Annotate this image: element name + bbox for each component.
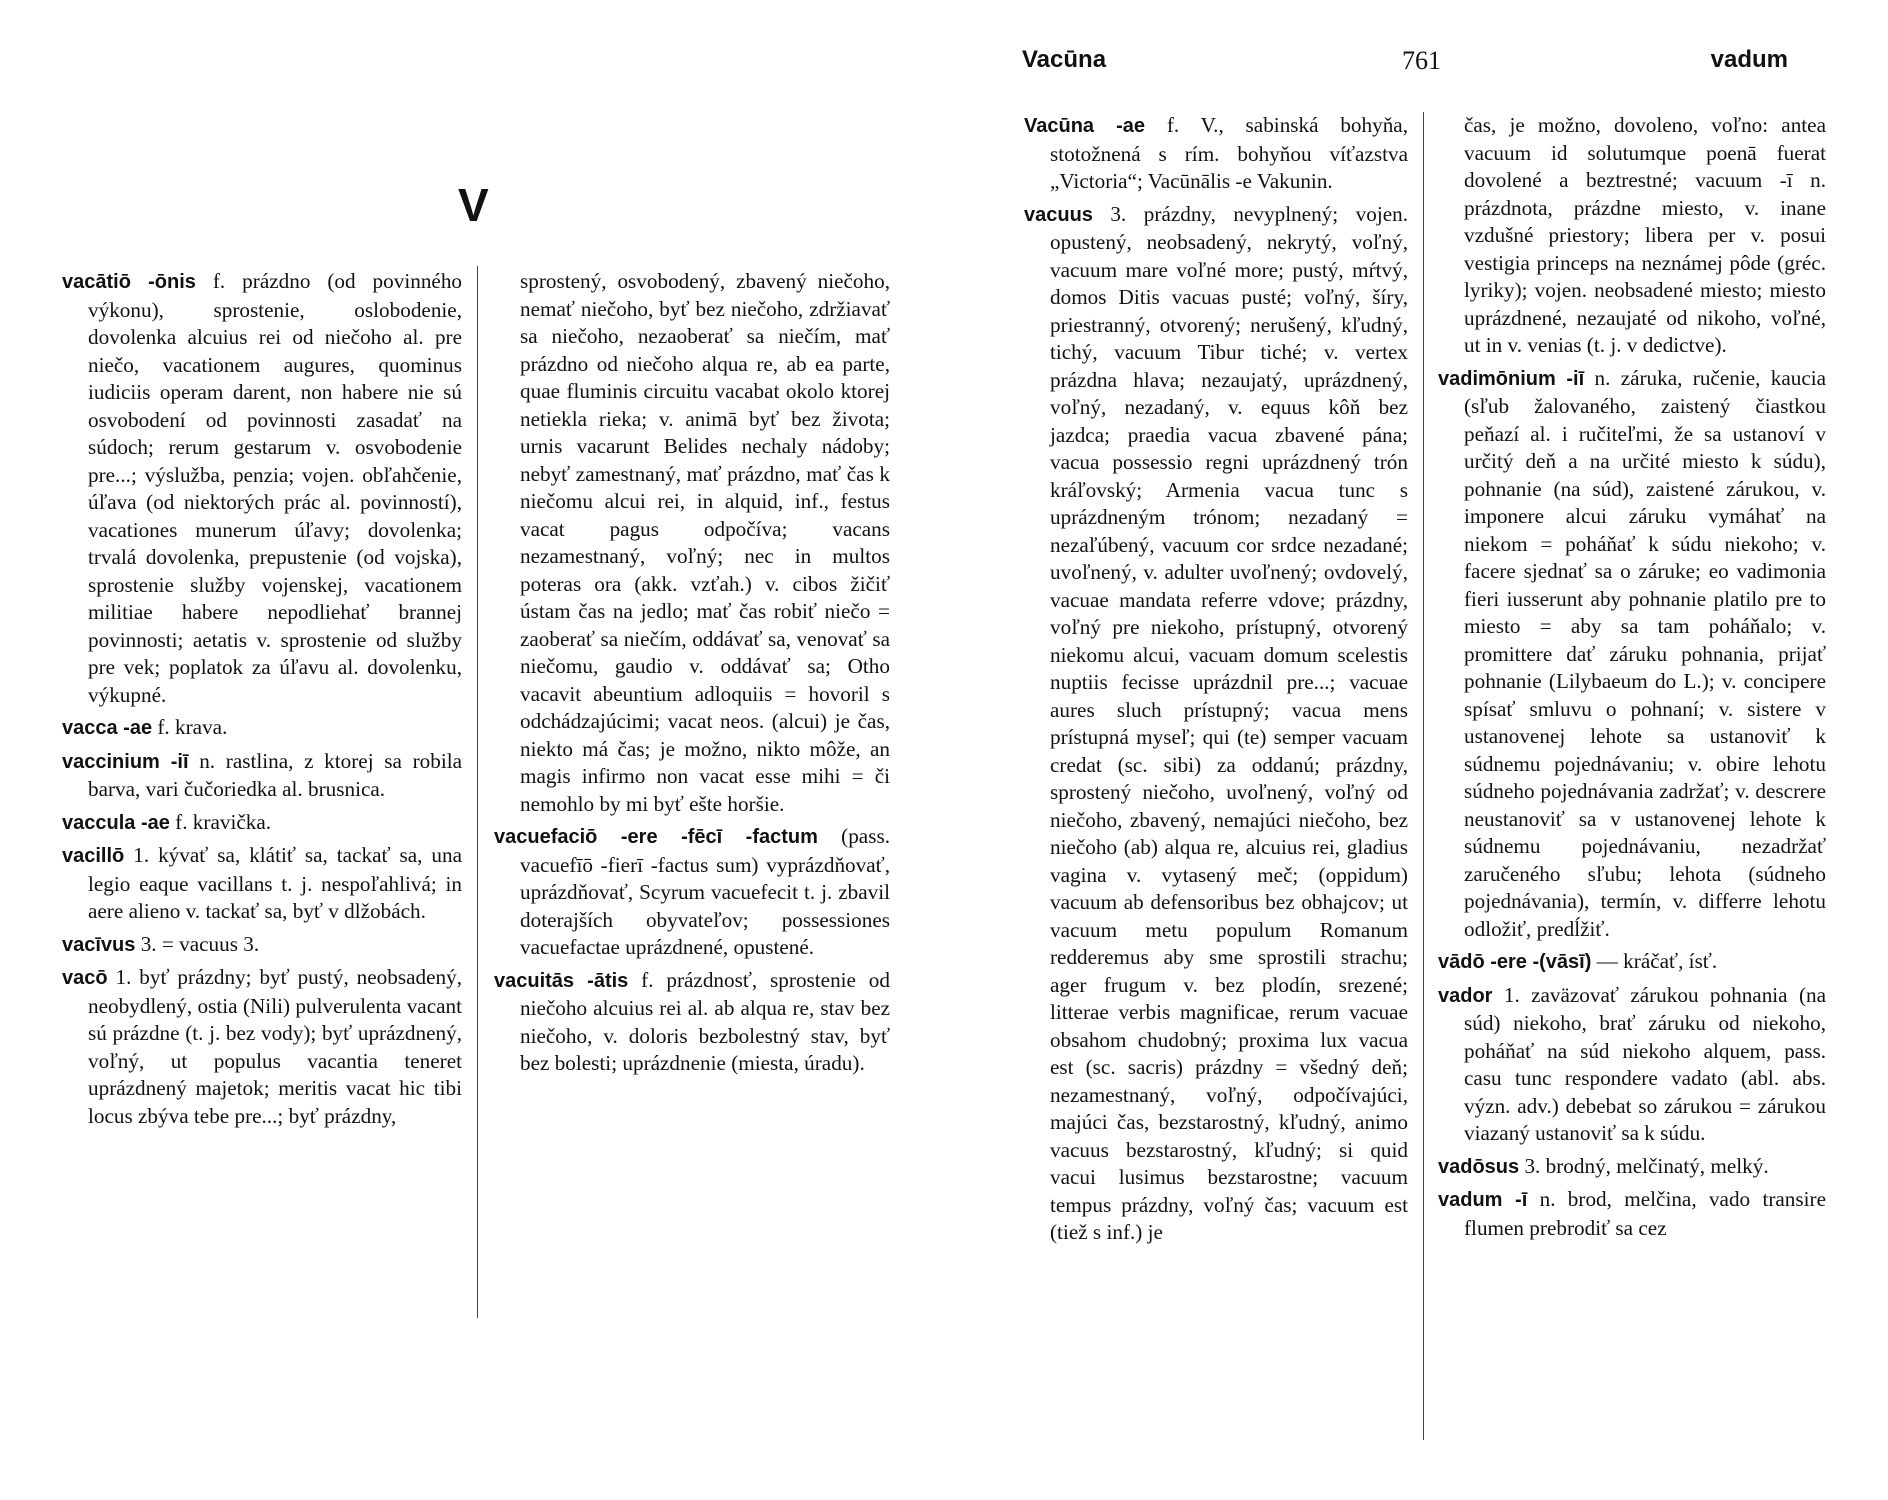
dictionary-entry: [1024, 201, 1408, 1247]
entry-definition: 1. zaväzovať zárukou pohnania (na súd) niekoho, brať záruku od niekoho, poháňať na súd niekoho alquem, pass. casu tunc respondere vadato (abl. abs. význ. adv.) debebat so zárukou = zárukou viazaný ustanoviť sa k súdu.: [1464, 982, 1827, 1145]
dictionary-entry: [62, 964, 462, 1130]
dictionary-entry: [1438, 948, 1826, 977]
entry-headword: vacuefaciō -ere -fēcī -factum: [494, 826, 818, 848]
header-last-word: vadum: [1710, 46, 1788, 73]
dictionary-entry: [62, 714, 462, 743]
entry-definition: f. prázdnosť, sprostenie od niečoho alcuius rei al. ab alqua re, stav bez niečoho, v. doloris bezbolestný stav, byť bez bolesti; uprázdnenie (miesta, úradu).: [520, 967, 890, 1075]
entry-definition: 3. brodný, melčinatý, melký.: [1524, 1153, 1769, 1178]
entry-headword: vādō -ere -(vāsī): [1438, 951, 1592, 973]
entry-headword: vador: [1438, 984, 1493, 1007]
left-page: [0, 0, 940, 1500]
section-letter: V: [458, 179, 489, 231]
entry-definition: 1. byť prázdny; byť pustý, neobsadený, neobydlený, ostia (Nili) pulverulenta vacant sú prázdne (t. j. bez vody); byť uprázdnený, voľný, ut populus vacantia teneret uprázdnený majetok; meritis vacat hic tibi locus zbýva tebe pre...; byť prázdny,: [88, 965, 463, 1128]
dictionary-entry: [1438, 982, 1826, 1148]
column-divider: [477, 266, 478, 1318]
entry-definition: 3. = vacuus 3.: [140, 931, 260, 956]
dictionary-entry: [1438, 1186, 1826, 1242]
entry-headword: vacātiō -ōnis: [62, 271, 196, 293]
running-header: [940, 46, 1888, 80]
dictionary-entry: [1024, 112, 1408, 196]
entry-headword: Vacūna -ae: [1024, 115, 1146, 137]
page-number: 761: [1402, 46, 1441, 75]
entry-headword: vacca -ae: [62, 717, 153, 739]
column-divider: [1423, 112, 1424, 1440]
entry-definition: f. prázdno (od povinného výkonu), sprostenie, oslobodenie, dovolenka alcuius rei od niečoho al. pre niečo, vacationem augures, quominus iudiciis operam darent, non habere nie sú osvobodení od povinnosti zasadať na súdoch; rerum gestarum v. osvobodenie pre...; výslužba, penzia; vojen. obľahčenie, úľava (od niektorých prác al. povinností), vacationes munerum úľavy; dovolenka; trvalá dovolenka, prepustenie (od vojska), sprostenie služby vojenskej, vacationem militiae habere nepodliehať brannej povinnosti; aetatis v. sprostenie od služby pre vek; poplatok za úľavu al. dovolenku, výkupné.: [88, 269, 463, 707]
entry-headword: vaccula -ae: [62, 811, 170, 834]
entry-headword: vadum -ī: [1438, 1189, 1528, 1211]
entry-headword: vadimōnium -iī: [1438, 367, 1585, 390]
dictionary-entry: [62, 842, 462, 926]
entry-continuation: čas, je možno, dovoleno, voľno: antea vacuum id solutumque poenā fuerat dovolené a beztrestné; vacuum -ī n. prázdnota, prázdne miesto, v. inane vzdušné priestory; libera per v. posui vestigia princeps na neznámej pôde (gréc. lyriky); vojen. neobsadené miesto; miesto uprázdnené, nezaujaté od nikoho, voľné, ut in v. venias (t. j. v dedictve).: [1464, 113, 1826, 357]
right-page: [940, 0, 1888, 1500]
dictionary-entry: [1438, 365, 1826, 944]
entry-headword: vadōsus: [1438, 1155, 1520, 1178]
dictionary-entry: [1438, 1153, 1826, 1182]
entry-definition: f. kravička.: [175, 809, 272, 834]
entry-headword: vacillō: [62, 845, 125, 867]
entry-definition: n. záruka, ručenie, kaucia (sľub žalovaného, zaistený čiastkou peňazí al. i ručiteľmi, že sa ustanoví v určitý deň a na určité miesto k súdu), pohnanie (na súd), zaistené zárukou, v. imponere alcui záruku vymáhať na niekom = poháňať k súdu niekoho; v. facere sjednať sa o záruke; eo vadimonia fieri iusserunt aby pohnanie platilo pre to miesto = aby sa tam poháňalo; v. promittere dať záruku pohnania, prijať pohnanie (Lilybaeum do L.); v. concipere spísať smluvu o pohnaní; v. sistere v ustanovenej lehote sa ustanoviť k súdnemu pojednávaniu; v. obire lehotu súdneho pojednávania zadržať; v. descrere neustanoviť sa v ustanovenej lehote k súdnemu pojednávaniu, nezadržať zaručeného sľubu; lehota (súdneho pojednávania), termín, v. differre lehotu odložiť, predĺžiť.: [1464, 365, 1827, 941]
entry-definition: (pass. vacuefīō -fierī -factus sum) vyprázdňovať, uprázdňovať, Scyrum vacuefecit t. j. zbavil doterajších obyvateľov; possessiones vacuefactae uprázdnené, opustené.: [520, 824, 890, 959]
dictionary-entry: [62, 809, 462, 838]
entry-continuation: sprostený, osvobodený, zbavený niečoho, nemať niečoho, byť bez niečoho, zdržiavať sa niečoho, nezaoberať sa niečím, mať prázdno od niečoho alqua re, ab ea parte, quae fluminis circuitu vacabat okolo ktorej netiekla rieka; v. animā byť bez života; urnis vacarunt Belides nechaly nádoby; nebyť zamestnaný, mať prázdno, mať čas k niečomu alcui rei, in alquid, inf., festus vacat pagus odpočíva; vacans nezamestnaný, voľný; nec in multos poteras ora (akk. vzťah.) v. cibos žičiť ústam čas na jedlo; mať čas robiť niečo = zaoberať sa niečím, oddávať sa, venovať sa niečomu, gaudio v. oddávať sa; Otho vacavit abeuntium adloquiis = hovoril s odchádzajúcimi; vacat neos. (alcui) je čas, niekto má čas; je možno, nikto môže, an magis infirmo non vacat esse mihi = či nemohlo by mi byť ešte horšie.: [520, 269, 890, 816]
left-column-2: [494, 268, 890, 1083]
header-first-word: Vacūna: [1022, 46, 1107, 73]
dictionary-entry: [62, 748, 462, 804]
entry-headword: vaccinium -iī: [62, 750, 189, 773]
dictionary-entry: [62, 268, 462, 709]
right-column-2: [1438, 112, 1826, 1247]
entry-definition: 1. kývať sa, klátiť sa, tackať sa, una legio eaque vacillans t. j. nespoľahlivá; in aere alieno v. tackať sa, byť v dlžobách.: [88, 843, 463, 923]
entry-definition: f. krava.: [157, 715, 228, 739]
right-column-1: [1024, 112, 1408, 1252]
entry-headword: vacuitās -ātis: [494, 969, 629, 992]
entry-headword: vacīvus: [62, 933, 136, 956]
entry-definition: 3. prázdny, nevyplnený; vojen. opustený, neobsadený, nekrytý, voľný, vacuum mare voľné more; pustý, mŕtvý, domos Ditis vacuas pusté; voľný, šíry, priestranný, otvorený; nerušený, kľudný, tichý, vacuum Tibur tiché; v. vertex prázdna hlava; nezaujatý, uprázdnený, voľný, nezadaný, v. equus kôň bez jazdca; praedia vacua zbavené pána; vacua possessio regni uprázdnený trón kráľovský; Armenia vacua tunc s uprázdneným trónom; nezadaný = nezaľúbený, vacuum cor srdce nezadané; uvoľnený, v. adulter uvoľnený; ovdovelý, vacuae mandata referre vdove; prázdny, voľný pre niekoho, prístupný, otvorený niekomu alcui, vacuam domum scelestis nuptiis fecisse uprázdnil pre...; vacuae aures sluch prístupný; vacua mens prístupná myseľ; qui (te) semper vacuam credat (sc. sibi) za oddanú; prázdny, sprostený niečoho, uvoľnený, voľný od niečoho, zbavený, nemajúci niečoho, bez niečoho (ab) alqua re, alcuius rei, gladius vagina v. vytasený meč; (oppidum) vacuum ab defensoribus bez obhajcov; ut vacuum metu populum Romanum redderemus aby sme sprostili strachu; ager frugum v. bez plodín, srezené; litterae verbis magnificae, rerum vacuae obsahom chudobný; proxima lux vacua est (sc. sacris) prázdny = všedný deň; nezamestnaný, voľný, odpočívajúci, majúci čas, bezstarostný, kľudný, animo vacuus bezstarostný, kľudný; si quid vacui lusimus bezstarostne; vacuum tempus prázdny, voľný čas; vacuum est (tiež s inf.) je: [1050, 201, 1409, 1244]
entry-headword: vacuus: [1024, 203, 1093, 226]
dictionary-entry: [494, 823, 890, 962]
dictionary-entry: [494, 967, 890, 1078]
entry-definition: f. V., sabinská bohyňa, stotožnená s rím. bohyňou víťazstva „Victoria“; Vacūnālis -e Vakunin.: [1050, 113, 1408, 193]
left-column-1: [62, 268, 462, 1135]
entry-definition: — kráčať, ísť.: [1596, 949, 1718, 973]
entry-definition: n. rastlina, z ktorej sa robila barva, vari čučoriedka al. brusnica.: [88, 748, 462, 801]
dictionary-entry: [62, 931, 462, 960]
entry-definition: n. brod, melčina, vado transire flumen prebrodiť sa cez: [1464, 1187, 1826, 1240]
entry-headword: vacō: [62, 967, 108, 989]
